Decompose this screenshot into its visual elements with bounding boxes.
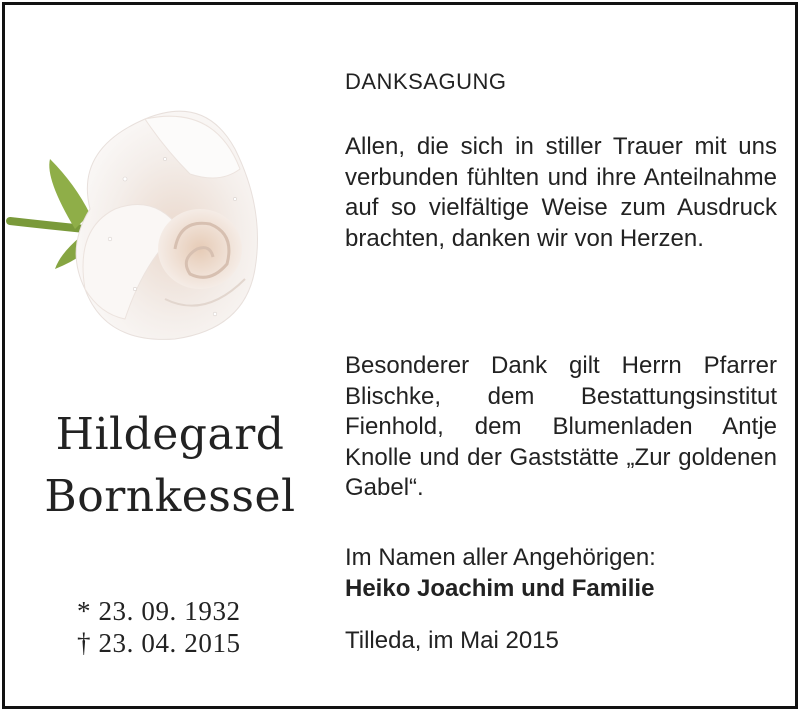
family-signature: Heiko Joachim und Familie <box>345 575 655 602</box>
obituary-frame <box>2 2 798 709</box>
death-date: † 23. 04. 2015 <box>77 628 241 658</box>
thanks-paragraph: Allen, die sich in stiller Trauer mit uns verbunden fühlten und ihre Anteilnahme auf so vielfältige Weise zum Ausdruck brachten, danken wir von Herzen. <box>345 133 777 252</box>
white-rose-image <box>5 89 305 359</box>
birth-date: * 23. 09. 1932 <box>77 596 241 626</box>
notice-heading: DANKSAGUNG <box>345 69 507 94</box>
deceased-last-name: Bornkessel <box>44 471 296 522</box>
place-date: Tilleda, im Mai 2015 <box>345 627 559 654</box>
deceased-first-name: Hildegard <box>55 409 285 460</box>
special-thanks-paragraph: Besonderer Dank gilt Herrn Pfarrer Blischke, dem Bestattungsinstitut Fienhold, dem Blumenladen Antje Knolle und der Gaststätte „Zur goldenen Gabel“. <box>345 352 777 501</box>
life-dates <box>77 595 241 659</box>
on-behalf-line: Im Namen aller Angehörigen: <box>345 544 656 571</box>
